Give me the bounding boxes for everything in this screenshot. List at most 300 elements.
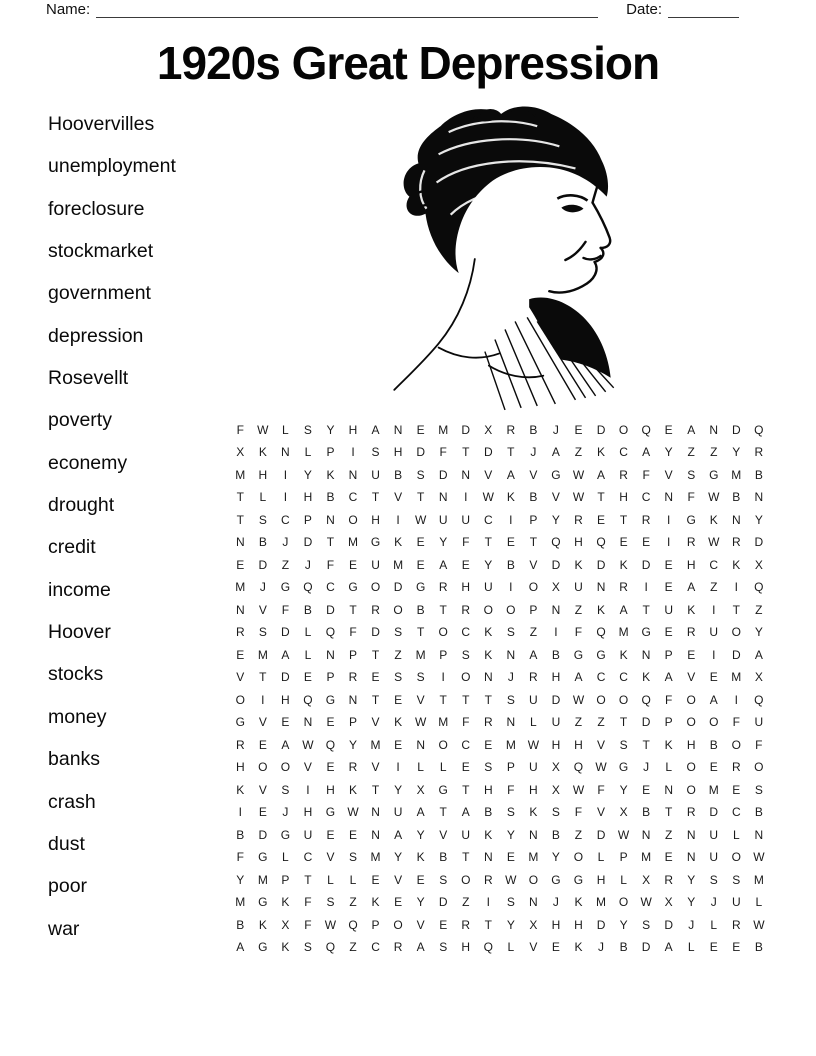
- grid-letter: M: [708, 782, 719, 797]
- grid-letter: M: [415, 647, 426, 662]
- grid-letter: T: [371, 782, 380, 797]
- grid-letter: K: [574, 557, 583, 572]
- grid-letter: R: [731, 535, 741, 550]
- grid-letter: A: [281, 647, 290, 662]
- eye-shape: [561, 205, 583, 213]
- grid-letter: I: [238, 805, 242, 820]
- grid-letter: Z: [664, 827, 673, 842]
- grid-letter: T: [236, 512, 244, 527]
- grid-letter: V: [416, 917, 425, 932]
- grid-letter: A: [687, 580, 696, 595]
- grid-letter: E: [236, 557, 245, 572]
- grid-letter: N: [686, 827, 696, 842]
- grid-letter: M: [257, 647, 268, 662]
- grid-letter: A: [506, 467, 515, 482]
- grid-letter: R: [641, 512, 651, 527]
- grid-letter: T: [416, 490, 425, 505]
- grid-letter: F: [597, 782, 605, 797]
- grid-letter: O: [348, 512, 358, 527]
- grid-letter: A: [371, 422, 380, 437]
- grid-letter: E: [709, 760, 718, 775]
- grid-letter: T: [664, 805, 673, 820]
- grid-letter: T: [439, 805, 447, 820]
- grid-letter: B: [642, 805, 651, 820]
- grid-letter: Z: [574, 715, 583, 730]
- grid-letter: R: [483, 715, 493, 730]
- grid-letter: K: [506, 490, 515, 505]
- grid-letter: I: [554, 625, 558, 640]
- grid-letter: K: [484, 827, 493, 842]
- grid-letter: G: [370, 535, 381, 550]
- grid-letter: K: [687, 602, 696, 617]
- grid-letter: E: [664, 422, 673, 437]
- grid-letter: R: [461, 602, 471, 617]
- grid-letter: D: [281, 670, 290, 685]
- grid-letter: Y: [394, 782, 403, 797]
- grid-letter: M: [393, 557, 404, 572]
- grid-letter: A: [754, 647, 763, 662]
- grid-letter: E: [326, 715, 335, 730]
- grid-letter: H: [258, 467, 268, 482]
- grid-letter: S: [394, 670, 403, 685]
- grid-letter: Z: [755, 602, 763, 617]
- grid-letter: T: [462, 692, 470, 707]
- grid-letter: Z: [687, 445, 695, 460]
- grid-letter: Y: [687, 895, 696, 910]
- grid-letter: Z: [394, 647, 402, 662]
- grid-letter: O: [506, 602, 516, 617]
- grid-letter: G: [325, 805, 336, 820]
- grid-letter: N: [664, 490, 673, 505]
- grid-letter: H: [303, 490, 313, 505]
- grid-letter: L: [304, 647, 312, 662]
- grid-letter: B: [506, 557, 515, 572]
- grid-letter: F: [732, 715, 740, 730]
- grid-letter: N: [529, 827, 538, 842]
- grid-letter: H: [483, 782, 493, 797]
- grid-letter: D: [393, 580, 403, 595]
- grid-letter: A: [394, 827, 403, 842]
- grid-letter: A: [439, 557, 448, 572]
- grid-letter: R: [574, 512, 583, 527]
- grid-letter: E: [326, 760, 335, 775]
- grid-letter: S: [461, 647, 470, 662]
- grid-letter: E: [642, 535, 651, 550]
- grid-letter: K: [597, 445, 606, 460]
- grid-letter: U: [574, 580, 583, 595]
- grid-letter: I: [283, 490, 288, 505]
- grid-letter: K: [349, 782, 358, 797]
- word-list-item: poverty: [48, 409, 112, 432]
- grid-letter: D: [551, 557, 561, 572]
- grid-letter: T: [462, 445, 470, 460]
- grid-letter: M: [348, 535, 358, 550]
- grid-letter: G: [438, 782, 448, 797]
- grid-letter: A: [619, 602, 628, 617]
- grid-letter: R: [348, 670, 358, 685]
- grid-letter: Y: [236, 872, 245, 887]
- grid-letter: U: [664, 602, 673, 617]
- grid-letter: E: [664, 625, 673, 640]
- grid-letter: R: [506, 422, 516, 437]
- grid-letter: F: [462, 535, 470, 550]
- grid-letter: I: [261, 692, 265, 707]
- grid-letter: T: [462, 850, 470, 865]
- grid-letter: H: [551, 670, 561, 685]
- grid-letter: M: [370, 737, 381, 752]
- grid-letter: T: [371, 647, 380, 662]
- grid-letter: F: [687, 490, 695, 505]
- grid-letter: X: [551, 580, 560, 595]
- grid-letter: W: [324, 917, 337, 932]
- grid-letter: B: [709, 737, 718, 752]
- grid-letter: D: [641, 940, 651, 955]
- grid-letter: N: [371, 805, 380, 820]
- grid-letter: S: [303, 422, 312, 437]
- grid-letter: T: [304, 872, 312, 887]
- grid-letter: S: [619, 737, 628, 752]
- grid-letter: Z: [574, 602, 583, 617]
- grid-letter: I: [396, 512, 400, 527]
- grid-letter: S: [551, 805, 560, 820]
- grid-letter: B: [754, 805, 763, 820]
- grid-letter: I: [712, 647, 716, 662]
- grid-letter: E: [349, 557, 358, 572]
- grid-letter: P: [349, 715, 358, 730]
- grid-letter: A: [281, 737, 290, 752]
- grid-letter: N: [596, 580, 606, 595]
- grid-letter: W: [708, 535, 720, 550]
- name-blank-line[interactable]: [96, 3, 598, 18]
- grid-letter: H: [393, 445, 403, 460]
- grid-letter: R: [686, 535, 696, 550]
- grid-letter: Y: [664, 445, 673, 460]
- grid-letter: K: [619, 557, 628, 572]
- grid-letter: C: [709, 557, 719, 572]
- grid-letter: I: [351, 445, 355, 460]
- grid-letter: F: [574, 805, 583, 820]
- grid-letter: G: [686, 512, 696, 527]
- grid-letter: B: [754, 940, 763, 955]
- grid-letter: O: [438, 625, 448, 640]
- grid-letter: N: [686, 850, 696, 865]
- word-list-item: money: [48, 705, 107, 728]
- grid-letter: Z: [710, 445, 718, 460]
- grid-letter: T: [484, 535, 492, 550]
- grid-letter: K: [281, 895, 290, 910]
- grid-letter: T: [529, 535, 538, 550]
- grid-letter: Q: [641, 422, 651, 437]
- grid-letter: V: [394, 872, 403, 887]
- grid-letter: D: [754, 535, 764, 550]
- grid-letter: N: [551, 602, 561, 617]
- grid-letter: V: [416, 692, 425, 707]
- grid-letter: E: [484, 737, 493, 752]
- grid-letter: Z: [462, 895, 470, 910]
- grid-letter: E: [258, 805, 267, 820]
- date-label: Date:: [626, 1, 662, 18]
- grid-letter: I: [666, 535, 671, 550]
- grid-letter: Y: [754, 625, 763, 640]
- grid-letter: C: [326, 580, 335, 595]
- grid-letter: E: [709, 670, 718, 685]
- grid-letter: V: [371, 715, 380, 730]
- grid-letter: Z: [574, 445, 583, 460]
- grid-letter: L: [687, 940, 695, 955]
- grid-letter: Q: [754, 422, 764, 437]
- grid-letter: E: [326, 827, 335, 842]
- grid-letter: B: [236, 917, 245, 932]
- woman-portrait-image: [378, 106, 630, 418]
- grid-letter: W: [572, 467, 585, 482]
- word-list-item: dust: [48, 832, 85, 855]
- grid-letter: E: [281, 715, 290, 730]
- grid-letter: C: [483, 512, 493, 527]
- grid-letter: F: [349, 625, 357, 640]
- grid-letter: Q: [303, 580, 313, 595]
- grid-letter: N: [709, 422, 719, 437]
- grid-letter: O: [393, 602, 403, 617]
- grid-letter: O: [754, 760, 764, 775]
- grid-letter: N: [641, 827, 651, 842]
- grid-letter: I: [486, 895, 490, 910]
- grid-letter: C: [619, 445, 628, 460]
- grid-letter: N: [483, 850, 493, 865]
- grid-letter: L: [732, 827, 740, 842]
- grid-letter: K: [709, 512, 718, 527]
- grid-letter: M: [731, 467, 742, 482]
- grid-letter: Y: [394, 850, 403, 865]
- grid-letter: S: [349, 850, 358, 865]
- grid-letter: R: [619, 467, 628, 482]
- grid-letter: A: [236, 940, 245, 955]
- grid-letter: F: [439, 445, 447, 460]
- grid-letter: K: [574, 895, 583, 910]
- grid-letter: W: [572, 692, 585, 707]
- grid-letter: Z: [349, 895, 357, 910]
- grid-letter: K: [416, 850, 425, 865]
- grid-letter: E: [732, 782, 741, 797]
- grid-letter: E: [258, 737, 267, 752]
- grid-letter: O: [258, 760, 268, 775]
- grid-letter: T: [619, 512, 628, 527]
- grid-letter: S: [439, 940, 448, 955]
- date-blank-line[interactable]: [668, 3, 739, 18]
- grid-letter: T: [507, 445, 515, 460]
- grid-letter: D: [483, 445, 493, 460]
- grid-letter: T: [326, 535, 335, 550]
- word-list-item: Hoovervilles: [48, 113, 155, 135]
- grid-letter: A: [461, 805, 470, 820]
- grid-letter: S: [371, 445, 380, 460]
- grid-letter: F: [574, 625, 583, 640]
- grid-letter: D: [438, 467, 448, 482]
- grid-letter: R: [461, 917, 471, 932]
- grid-letter: E: [687, 647, 696, 662]
- grid-letter: T: [619, 715, 628, 730]
- grid-letter: Q: [325, 737, 336, 752]
- grid-letter: N: [731, 512, 741, 527]
- grid-letter: Q: [325, 940, 336, 955]
- grid-letter: F: [304, 895, 312, 910]
- grid-letter: I: [509, 512, 513, 527]
- grid-letter: I: [441, 670, 445, 685]
- grid-letter: C: [303, 850, 313, 865]
- grid-letter: A: [709, 692, 718, 707]
- grid-letter: K: [394, 715, 403, 730]
- grid-letter: K: [394, 535, 403, 550]
- grid-letter: C: [731, 805, 741, 820]
- grid-letter: G: [280, 580, 291, 595]
- grid-letter: X: [754, 670, 763, 685]
- word-list-item: banks: [48, 748, 101, 771]
- grid-letter: V: [551, 490, 560, 505]
- grid-letter: W: [753, 850, 765, 865]
- grid-letter: M: [235, 580, 246, 595]
- grid-letter: L: [417, 760, 424, 775]
- grid-letter: F: [326, 557, 335, 572]
- grid-letter: H: [686, 557, 696, 572]
- grid-letter: R: [235, 625, 245, 640]
- grid-letter: H: [619, 490, 628, 505]
- grid-letter: W: [527, 737, 540, 752]
- grid-letter: E: [506, 850, 515, 865]
- grid-letter: D: [416, 445, 425, 460]
- grid-letter: I: [712, 602, 716, 617]
- grid-letter: E: [506, 535, 515, 550]
- grid-letter: Y: [551, 850, 560, 865]
- grid-letter: U: [529, 692, 538, 707]
- grid-letter: V: [303, 760, 312, 775]
- grid-letter: I: [396, 760, 400, 775]
- grid-letter: F: [304, 917, 312, 932]
- grid-letter: U: [709, 850, 719, 865]
- grid-letter: H: [461, 940, 471, 955]
- grid-letter: W: [414, 715, 427, 730]
- grid-letter: K: [664, 737, 673, 752]
- grid-letter: T: [416, 625, 425, 640]
- grid-letter: Q: [348, 917, 358, 932]
- grid-letter: Y: [349, 737, 358, 752]
- grid-letter: J: [259, 580, 266, 595]
- grid-letter: N: [416, 737, 425, 752]
- grid-letter: N: [438, 490, 448, 505]
- grid-letter: U: [551, 715, 561, 730]
- grid-letter: X: [551, 760, 560, 775]
- grid-letter: F: [236, 850, 244, 865]
- grid-letter: C: [461, 625, 471, 640]
- grid-letter: F: [664, 692, 673, 707]
- word-list-item: depression: [48, 324, 144, 347]
- word-list-item: stockmarket: [48, 240, 154, 263]
- grid-letter: L: [507, 940, 515, 955]
- grid-letter: K: [642, 670, 651, 685]
- grid-letter: L: [755, 895, 763, 910]
- grid-letter: X: [642, 872, 651, 887]
- grid-letter: A: [529, 647, 538, 662]
- grid-letter: V: [597, 805, 606, 820]
- grid-letter: D: [664, 917, 673, 932]
- grid-letter: K: [236, 782, 245, 797]
- grid-letter: M: [596, 895, 607, 910]
- grid-letter: Z: [574, 827, 583, 842]
- grid-letter: Q: [641, 692, 651, 707]
- grid-letter: H: [596, 872, 606, 887]
- grid-letter: Y: [416, 827, 425, 842]
- grid-letter: U: [393, 805, 403, 820]
- grid-letter: B: [529, 422, 538, 437]
- grid-letter: S: [506, 805, 515, 820]
- grid-letter: O: [686, 692, 696, 707]
- grid-letter: V: [664, 467, 673, 482]
- grid-letter: S: [506, 625, 515, 640]
- grid-letter: Q: [596, 625, 606, 640]
- grid-letter: D: [281, 625, 290, 640]
- grid-letter: L: [349, 872, 357, 887]
- grid-letter: O: [370, 580, 381, 595]
- grid-letter: A: [664, 940, 673, 955]
- grid-letter: N: [348, 467, 358, 482]
- grid-letter: S: [394, 625, 403, 640]
- grid-letter: E: [664, 850, 673, 865]
- grid-letter: J: [282, 805, 289, 820]
- grid-letter: J: [552, 895, 559, 910]
- grid-letter: A: [416, 940, 425, 955]
- grid-letter: E: [732, 940, 741, 955]
- grid-letter: B: [551, 827, 560, 842]
- word-list-item: credit: [48, 536, 96, 559]
- grid-letter: G: [235, 715, 245, 730]
- grid-letter: H: [574, 535, 583, 550]
- grid-letter: B: [416, 602, 425, 617]
- grid-letter: W: [302, 737, 314, 752]
- grid-letter: V: [236, 670, 245, 685]
- grid-letter: O: [528, 580, 539, 595]
- grid-letter: O: [235, 692, 245, 707]
- grid-letter: C: [641, 490, 651, 505]
- grid-letter: O: [461, 872, 471, 887]
- grid-letter: C: [348, 490, 358, 505]
- grid-letter: T: [484, 917, 492, 932]
- grid-letter: E: [394, 692, 403, 707]
- grid-letter: N: [281, 445, 290, 460]
- grid-letter: Q: [483, 940, 493, 955]
- grid-letter: G: [573, 647, 584, 662]
- shading-shape: [529, 298, 611, 378]
- grid-letter: F: [507, 782, 515, 797]
- grid-letter: G: [258, 895, 268, 910]
- grid-letter: P: [529, 512, 538, 527]
- grid-letter: H: [551, 737, 561, 752]
- grid-letter: B: [732, 490, 741, 505]
- grid-letter: L: [282, 850, 289, 865]
- grid-letter: O: [438, 737, 448, 752]
- grid-letter: R: [686, 805, 696, 820]
- grid-letter: T: [439, 692, 447, 707]
- grid-letter: U: [461, 512, 471, 527]
- grid-letter: Y: [687, 872, 696, 887]
- grid-letter: E: [394, 737, 403, 752]
- grid-letter: Y: [484, 557, 493, 572]
- grid-letter: D: [641, 557, 651, 572]
- grid-letter: J: [282, 535, 289, 550]
- grid-letter: P: [326, 670, 335, 685]
- grid-letter: E: [619, 535, 628, 550]
- grid-letter: D: [461, 422, 471, 437]
- grid-letter: K: [619, 647, 628, 662]
- grid-letter: Y: [506, 917, 515, 932]
- grid-letter: O: [686, 760, 696, 775]
